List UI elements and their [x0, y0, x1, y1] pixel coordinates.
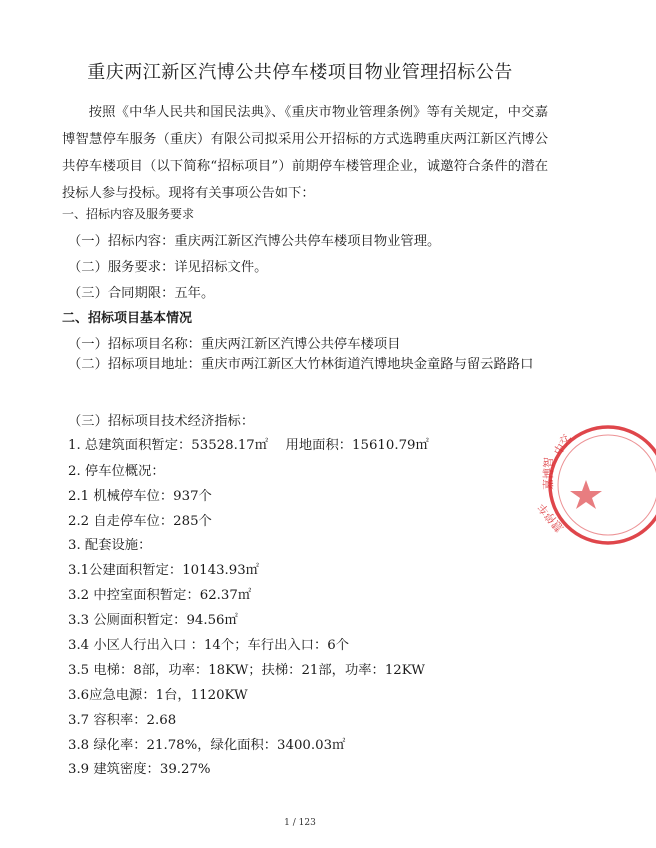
svg-text:慧停车: 慧停车: [535, 500, 567, 535]
spec-line: 1. 总建筑面积暂定：53528.17㎡ 用地面积：15610.79㎡: [68, 438, 429, 453]
intro-paragraph: 按照《中华人民共和国民法典》、《重庆市物业管理条例》等有关规定，中交嘉博智慧停车服务（重庆）有限公司拟采用公开招标的方式选聘重庆两江新区汽博公共停车楼项目（以下简称“招标项目”）前期停车楼管理企业，诚邀符合条件的潜在投标人参与投标。现将有关事项公告如下：: [62, 105, 548, 201]
spec-line: 3.7 容积率：2.68: [68, 713, 177, 728]
spec-line: 3.3 公厕面积暂定：94.56㎡: [68, 613, 238, 628]
spec-line: 2.1 机械停车位：937个: [68, 489, 212, 504]
spec-line: 3.4 小区人行出入口 ：14个；车行出入口：6个: [68, 638, 350, 653]
section1-item: （一）招标内容：重庆两江新区汽博公共停车楼项目物业管理。: [68, 234, 441, 249]
section1-heading: 一、招标内容及服务要求: [62, 207, 195, 221]
section1-item: （三）合同期限：五年。: [68, 286, 215, 301]
document-title: 重庆两江新区汽博公共停车楼项目物业管理招标公告: [87, 62, 513, 83]
spec-line: 3.9 建筑密度：39.27%: [68, 762, 211, 777]
svg-text:中交: 中交: [551, 431, 574, 458]
section2-item: （一）招标项目名称：重庆两江新区汽博公共停车楼项目: [68, 337, 401, 352]
spec-line: 3.5 电梯：8部，功率：18KW；扶梯：21部，功率：12KW: [68, 663, 425, 678]
company-seal-icon: [535, 420, 656, 550]
section2-item-address: （二）招标项目地址：重庆市两江新区大竹林街道汽博地块金童路与留云路路口: [68, 357, 534, 372]
section2-heading: 二、招标项目基本情况: [62, 311, 193, 326]
spec-line: 2.2 自走停车位：285个: [68, 514, 212, 529]
section2-item: （三）招标项目技术经济指标：: [68, 414, 255, 429]
section1-item: （二）服务要求：详见招标文件。: [68, 260, 268, 275]
spec-line: 3.1公建面积暂定：10143.93㎡: [68, 563, 259, 578]
svg-text:嘉博智: 嘉博智: [542, 457, 555, 490]
page-number: 1 / 123: [284, 818, 316, 828]
spec-line: 2. 停车位概况：: [68, 464, 165, 479]
spec-line: 3.6应急电源：1台，1120KW: [68, 688, 248, 703]
spec-line: 3.2 中控室面积暂定：62.37㎡: [68, 588, 252, 603]
spec-line: 3. 配套设施：: [68, 538, 152, 553]
spec-line: 3.8 绿化率：21.78%，绿化面积：3400.03㎡: [68, 738, 346, 753]
